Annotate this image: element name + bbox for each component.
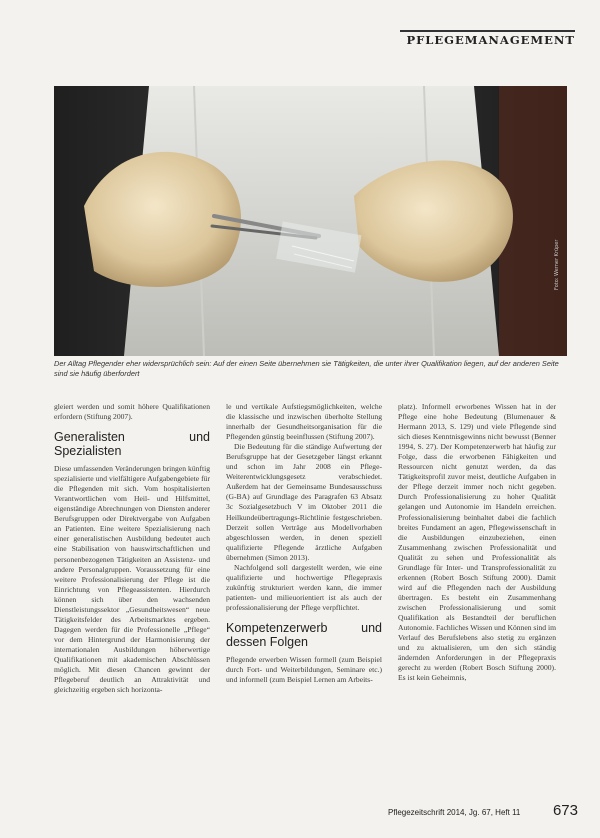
- subheading: Generalisten und Spezialisten: [54, 430, 210, 459]
- journal-citation: Pflegezeitschrift 2014, Jg. 67, Heft 11: [388, 808, 521, 817]
- gloved-hands-photo: [54, 86, 567, 356]
- article-photo: [54, 86, 567, 356]
- section-title: PFLEGEMANAGEMENT: [406, 33, 575, 47]
- photo-credit: Foto: Werner Krüper: [554, 239, 560, 290]
- paragraph: Nachfolgend soll dargestellt werden, wie eine qualifizierte und hochwertige Pflegepraxis zukünftig strukturiert werden kann, die immer patienten- und milieuorientiert ist als auch der professionalisierung der Pflege verpflichtet.: [226, 562, 382, 612]
- text-column-3: [398, 402, 556, 798]
- text-column-1: [54, 402, 210, 798]
- paragraph: gleiert werden und somit höhere Qualifikationen erfordern (Stiftung 2007).: [54, 402, 210, 422]
- paragraph: le und vertikale Aufstiegsmöglichkeiten, welche die klassische und inzwischen überholte Stellung innerhalb der Gesundheitsorganisation für die Pflegenden günstig beeinflussen (Stiftung 2007).: [226, 402, 382, 442]
- text-column-2: [226, 402, 382, 798]
- section-header: [400, 30, 575, 46]
- paragraph: Die Bedeutung für die ständige Aufwertung der Berufsgruppe hat der Gesetzgeber längst erkannt und schon im Jahr 2008 ein Pflege-Weiterentwicklungsgesetz verabschiedet. Außerdem hat der Gemeinsame Bundesausschuss (G-BA) auf Grundlage des Paragrafen 63 Absatz 3c Sozialgesetzbuch V im Oktober 2011 die Heilkundeübertragungs-Richtlinie festgeschrieben. Derzeit sollen Verträge aus Modellvorhaben abgeschlossen werden, in denen speziell qualifizierte Pflegende ärztliche Aufgaben übernehmen (Simon 2013).: [226, 442, 382, 562]
- paragraph: platz). Informell erworbenes Wissen hat in der Pflege eine hohe Bedeutung (Blumenauer & Hermann 2013, S. 129) und viele Pflegende sind sich dieses Kenntnisgewinns nicht bewusst (Benner 1994, S. 27). Der Kompetenzerwerb hat häufig zur Folge, dass die erworbenen Fähigkeiten und Ressourcen nicht genutzt werden, da das Tätigkeitsprofil zuvor meist, deutliche Aufgaben in der Pflege derzeit immer noch nicht gegeben. Durch Professionalisierung zu hoher Qualität gelangen und Autonomie im Handeln erreichen. Professionalisierung beinhaltet dabei die fachlich breites Fundament an agen, Pflegewissenschaft in die Ausbildungen einzubeziehen, einen Zusammenhang zwischen Professionalität und Qualität zu sehen und Professionalität als Grundlage für Inter- und Transprofessionalität zu erkennen (Robert Bosch Stiftung 2000). Damit wird auf die Pflegenden nach der Ausbildung übertragen. Es besteht ein Zusammenhang zwischen Professionalisierung und somit Qualifikation als Bestandteil der beruflichen Autonomie. Fachliches Wissen und Können sind im Verlauf des Berufslebens also stetig zu ergänzen und zu aktualisieren, um den sich ständig ändernden Anforderungen in der Pflegepraxis gerecht zu werden (Robert Bosch Stiftung 2000). Es ist kein Geheimnis,: [398, 402, 556, 683]
- paragraph: Diese umfassenden Veränderungen bringen künftig spezialisierte und vielfältigere Aufgabengebiete für die Pflegenden mit sich. Vom hospitalisierten Verantwortlichen vom Heil- und Hilfsmittel, eigenständige Abrechnungen von Diensten anderer Berufsgruppen oder Direktvergabe von Aufgaben an Patienten. Eine weitere Spezialisierung nach einer generalistischen Ausbildung bedeutet auch eine Stabilisation von hauswirtschaftlichen und personenbezogenen Tätigkeiten an Assistenz- und andere Personalgruppen. Voraussetzung für eine weitere Professionalisierung der Pflege ist die Einrichtung von Pflegeassistenten. Hierdurch können sich über den wachsenden Dienstleistungssektor „Gesundheitswesen“ neue Tätigkeitsfelder des Arbeitsmarktes ergeben. Dagegen werden für die Professionelle „Pflege“ vor dem Hintergrund der Harmonisierung der internationalen Ausbildungen höherwertige Qualifikationen mit akademischen Abschlüssen möglich. Mit diesen Chancen gewinnt der Pflegeberuf deutlich an Attraktivität und gleichzeitig ergeben sich horizonta-: [54, 464, 210, 695]
- page-footer: [388, 800, 578, 822]
- page-number: 673: [552, 802, 578, 819]
- paragraph: Pflegende erwerben Wissen formell (zum Beispiel durch Fort- und Weiterbildungen, Seminare etc.) und informell (zum Beispiel Lernen am Arbeits-: [226, 654, 382, 685]
- subheading: Kompetenzerwerb und dessen Folgen: [226, 620, 382, 649]
- figure-caption: Der Alltag Pflegender eher widersprüchlich sein: Auf der einen Seite übernehmen sie Tätigkeiten, die unter ihrer Qualifikation liegen, auf der anderen Seite sind sie häufig überfordert: [54, 359, 559, 378]
